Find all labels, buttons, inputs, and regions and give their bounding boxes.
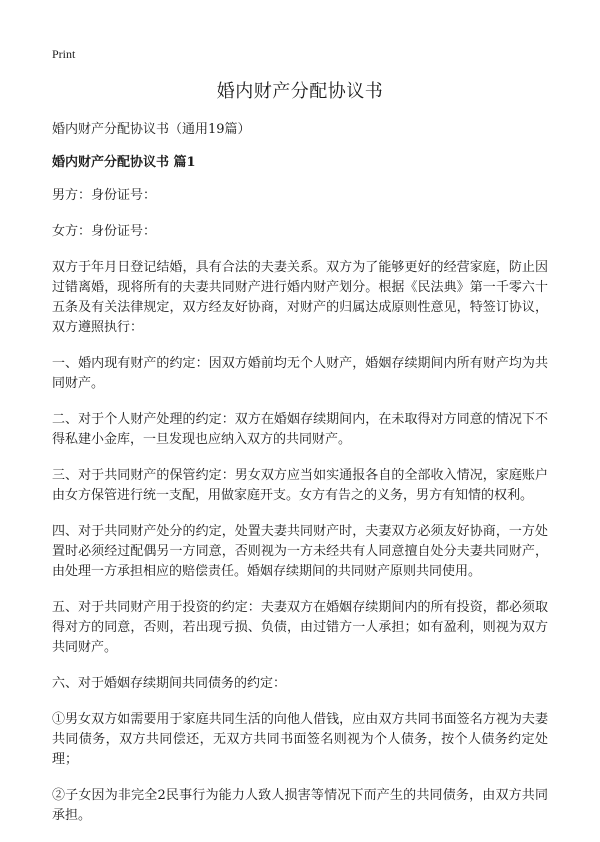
paragraph-clause-4: 四、对于共同财产处分的约定，处置夫妻共同财产时，夫妻双方必须友好协商，一方处置时必须经过配偶另一方同意，否则视为一方未经共有人同意擅自处分夫妻共同财产，由处理一方承担相应的赔偿责任。婚姻存续期间的共同财产原则共同使用。: [52, 524, 548, 579]
male-id-field: 男方：身份证号：: [52, 188, 157, 203]
section-heading: 婚内财产分配协议书 篇1: [52, 155, 196, 170]
paragraph-clause-1: 一、婚内现有财产的约定：因双方婚前均无个人财产，婚姻存续期间内所有财产均为共同财产。: [52, 356, 548, 391]
paragraph-clause-6-item-1: ①男女双方如需要用于家庭共同生活的向他人借钱，应由双方共同书面签名方视为夫妻共同债务，双方共同偿还，无双方共同书面签名则视为个人债务，按个人债务约定处理；: [52, 712, 548, 767]
paragraph-clause-6: 六、对于婚姻存续期间共同债务的约定：: [52, 676, 287, 691]
paragraph-clause-3: 三、对于共同财产的保管约定：男女双方应当如实通报各自的全部收入情况，家庭账户由女方保管进行统一支配，用做家庭开支。女方有告之的义务，男方有知情的权利。: [52, 468, 548, 503]
paragraph-clause-2: 二、对于个人财产处理的约定：双方在婚姻存续期间内，在未取得对方同意的情况下不得私建小金库，一旦发现也应纳入双方的共同财产。: [52, 412, 548, 447]
document-title: 婚内财产分配协议书: [216, 81, 384, 102]
female-id-field: 女方：身份证号：: [52, 224, 157, 239]
paragraph-preamble: 双方于年月日登记结婚，具有合法的夫妻关系。双方为了能够更好的经营家庭，防止因过错离婚，现将所有的夫妻共同财产进行婚内财产划分。根据《民法典》第一千零六十五条及有关法律规定，双方经友好协商，对财产的归属达成原则性意见，特签订协议，双方遵照执行：: [52, 260, 548, 335]
print-link[interactable]: Print: [52, 47, 76, 61]
paragraph-clause-5: 五、对于共同财产用于投资的约定：夫妻双方在婚姻存续期间内的所有投资，都必须取得对方的同意，否则，若出现亏损、负债，由过错方一人承担；如有盈利，则视为双方共同财产。: [52, 600, 548, 655]
document-subtitle: 婚内财产分配协议书（通用19篇）: [52, 122, 251, 137]
paragraph-clause-6-item-2: ②子女因为非完全2民事行为能力人致人损害等情况下而产生的共同债务，由双方共同承担。: [52, 788, 548, 823]
document-body: [52, 120, 548, 842]
